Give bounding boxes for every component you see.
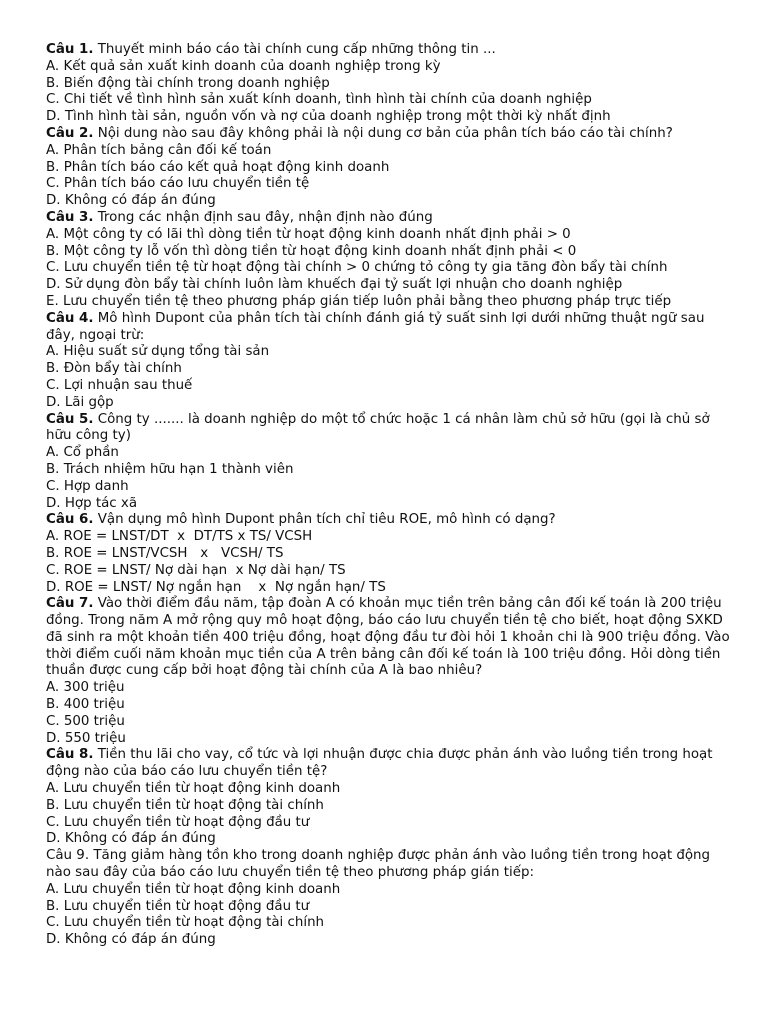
answer-option: C. Hợp danh [46, 478, 129, 494]
question-number: Câu 3. [46, 209, 94, 225]
answer-option: A. Phân tích bảng cân đối kế toán [46, 142, 272, 158]
answer-option: C. Lợi nhuận sau thuế [46, 377, 193, 393]
answer-option: A. Cổ phần [46, 445, 119, 461]
answer-option: C. Lưu chuyển tiền tệ từ hoạt động tài chính > 0 chứng tỏ công ty gia tăng đòn bẩy tài chính [46, 260, 668, 276]
answer-option: C. Phân tích báo cáo lưu chuyển tiền tệ [46, 176, 310, 192]
question-prompt: Trong các nhận định sau đây, nhận định nào đúng [93, 209, 433, 225]
question-block [46, 42, 736, 126]
answer-option: B. Trách nhiệm hữu hạn 1 thành viên [46, 461, 294, 477]
question-number: Câu 8. [46, 747, 94, 763]
answer-option: D. Lãi gộp [46, 394, 114, 410]
answer-option: D. Không có đáp án đúng [46, 831, 216, 847]
answer-option: A. Kết quả sản xuất kinh doanh của doanh nghiệp trong kỳ [46, 58, 441, 74]
question-text [46, 311, 736, 345]
question-text [46, 747, 736, 781]
answer-option: B. 400 triệu [46, 697, 125, 713]
question-block [46, 126, 736, 210]
answer-option: D. ROE = LNST/ Nợ ngắn hạn x Nợ ngắn hạn/ TS [46, 579, 386, 595]
answer-option: A. Một công ty có lãi thì dòng tiền từ hoạt động kinh doanh nhất định phải > 0 [46, 226, 571, 242]
answer-option: B. ROE = LNST/VCSH x VCSH/ TS [46, 545, 284, 561]
answer-option: D. Hợp tác xã [46, 495, 138, 511]
question-block [46, 596, 736, 747]
question-prompt: Tăng giảm hàng tồn kho trong doanh nghiệp được phản ánh vào luồng tiền trong hoạt động nào sau đây của báo cáo lưu chuyển tiền tệ theo phương pháp gián tiếp: [46, 848, 715, 881]
answer-option: B. Lưu chuyển tiền từ hoạt động tài chính [46, 797, 324, 813]
answer-option: D. Không có đáp án đúng [46, 932, 216, 948]
question-prompt: Vận dụng mô hình Dupont phân tích chỉ tiêu ROE, mô hình có dạng? [93, 512, 556, 528]
question-text [46, 210, 736, 227]
answer-option: B. Đòn bẩy tài chính [46, 361, 182, 377]
answer-option: C. ROE = LNST/ Nợ dài hạn x Nợ dài hạn/ TS [46, 562, 346, 578]
question-block [46, 210, 736, 311]
question-text [46, 512, 736, 529]
answer-option: D. Sử dụng đòn bẩy tài chính luôn làm khuếch đại tỷ suất lợi nhuận cho doanh nghiệp [46, 277, 623, 293]
answer-option: B. Biến động tài chính trong doanh nghiệp [46, 75, 330, 91]
question-number: Câu 6. [46, 512, 94, 528]
answer-option: A. ROE = LNST/DT x DT/TS x TS/ VCSH [46, 529, 313, 545]
answer-option: C. 500 triệu [46, 713, 125, 729]
question-number: Câu 4. [46, 310, 94, 326]
answer-option: A. Lưu chuyển tiền từ hoạt động kinh doanh [46, 881, 341, 897]
question-text [46, 412, 736, 446]
question-text [46, 848, 736, 882]
question-text [46, 42, 736, 59]
question-number: Câu 5. [46, 411, 94, 427]
answer-option: A. Lưu chuyển tiền từ hoạt động kinh doanh [46, 781, 341, 797]
question-block [46, 412, 736, 513]
answer-option: B. Lưu chuyển tiền từ hoạt động đầu tư [46, 898, 310, 914]
question-text [46, 596, 736, 680]
question-number: Câu 2. [46, 125, 94, 141]
question-block [46, 512, 736, 596]
question-block [46, 311, 736, 412]
answer-option: A. 300 triệu [46, 680, 125, 696]
answer-option: A. Hiệu suất sử dụng tổng tài sản [46, 344, 270, 360]
answer-option: D. 550 triệu [46, 730, 126, 746]
question-number: Câu 7. [46, 596, 94, 612]
question-prompt: Công ty ....... là doanh nghiệp do một tổ chức hoặc 1 cá nhân làm chủ sở hữu (gọi là chủ sở hữu công ty) [46, 411, 714, 444]
question-prompt: Tiền thu lãi cho vay, cổ tức và lợi nhuận được chia được phản ánh vào luồng tiền trong hoạt động nào của báo cáo lưu chuyển tiền tệ? [46, 747, 717, 780]
answer-option: C. Lưu chuyển tiền từ hoạt động đầu tư [46, 814, 310, 830]
answer-option: C. Lưu chuyển tiền từ hoạt động tài chính [46, 915, 325, 931]
question-number: Câu 9. [46, 848, 90, 864]
answer-option: E. Lưu chuyển tiền tệ theo phương pháp gián tiếp luôn phải bằng theo phương pháp trực tiếp [46, 293, 672, 309]
question-text [46, 126, 736, 143]
answer-option: C. Chi tiết về tình hình sản xuất kính doanh, tình hình tài chính của doanh nghiệp [46, 92, 592, 108]
question-block [46, 747, 736, 848]
question-prompt: Vào thời điểm đầu năm, tập đoàn A có khoản mục tiền trên bảng cân đối kế toán là 200 triệu đồng. Trong năm A mở rộng quy mô hoạt động, báo cáo lưu chuyển tiền tệ cho biết, hoạt động SXKD đã sinh ra một khoản tiền 400 triệu đồng, hoạt động đầu tư đòi hỏi 1 khoản chi là 900 triệu đồng. Vào thời điểm cuối năm khoản mục tiền của A trên bảng cân đối kế toán là 100 triệu đồng. Hỏi dòng tiền thuần được cung cấp bởi hoạt động tài chính của A là bao nhiêu? [46, 596, 734, 679]
question-prompt: Nội dung nào sau đây không phải là nội dung cơ bản của phân tích báo cáo tài chính? [93, 125, 673, 141]
answer-option: B. Phân tích báo cáo kết quả hoạt động kinh doanh [46, 159, 390, 175]
answer-option: D. Tình hình tài sản, nguồn vốn và nợ của doanh nghiệp trong một thời kỳ nhất định [46, 109, 611, 125]
question-prompt: Mô hình Dupont của phân tích tài chính đánh giá tỷ suất sinh lợi dưới những thuật ngữ sau đây, ngoại trừ: [46, 310, 709, 343]
question-prompt: Thuyết minh báo cáo tài chính cung cấp những thông tin ... [93, 42, 496, 57]
answer-option: B. Một công ty lỗ vốn thì dòng tiền từ hoạt động kinh doanh nhất định phải < 0 [46, 243, 577, 259]
question-number: Câu 1. [46, 42, 94, 57]
document-body [46, 42, 736, 949]
answer-option: D. Không có đáp án đúng [46, 193, 216, 209]
question-block [46, 848, 736, 949]
